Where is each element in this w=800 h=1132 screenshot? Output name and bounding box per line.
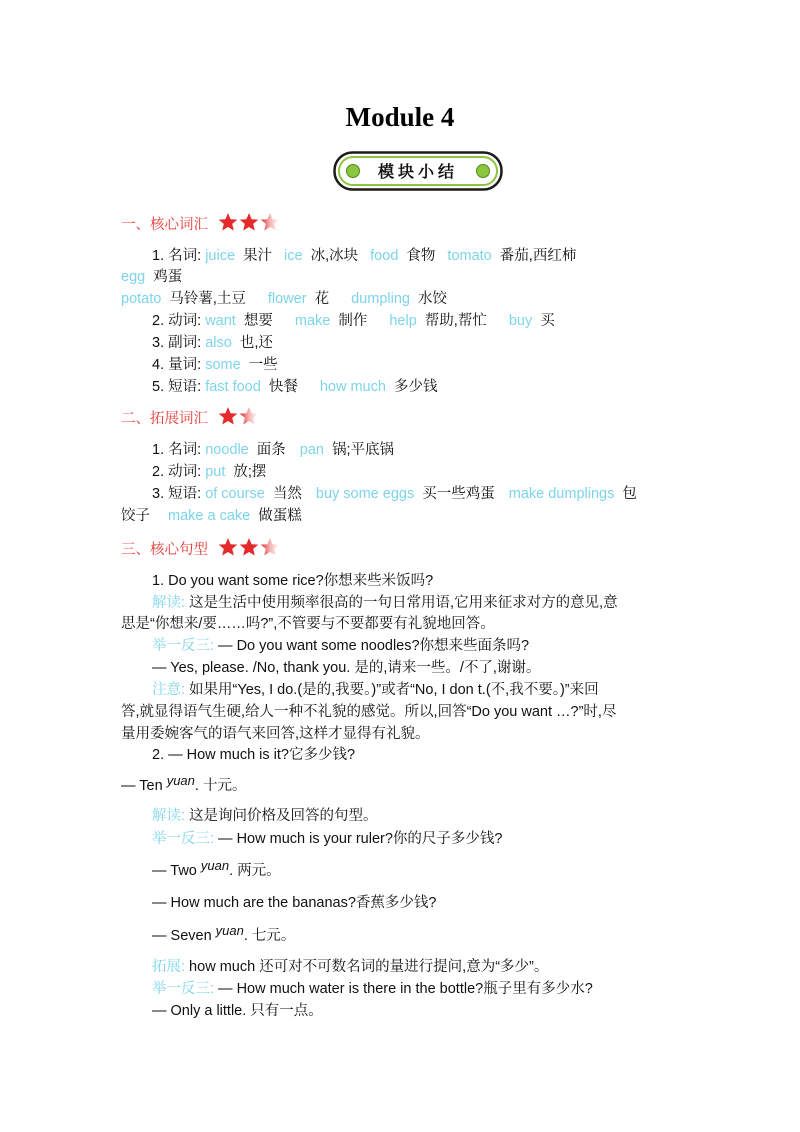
banner-label: 模块小结 — [377, 162, 459, 181]
explanation-1: 解读: 这是生活中使用频率很高的一句日常用语,它用来征求对方的意见,意 — [152, 595, 618, 611]
vocab-word: dumpling — [351, 291, 410, 307]
explanation-1-cont: 思是“你想来/要……吗?”,不管要与不要都要有礼貌地回答。 — [121, 616, 495, 632]
vocab-meaning: 帮助,帮忙 — [420, 313, 487, 329]
vocab-word: also — [205, 335, 232, 351]
vocab-row — [152, 355, 278, 375]
vocab-word: buy some eggs — [315, 486, 415, 502]
half-star-icon — [261, 538, 280, 556]
vocab-word: egg — [121, 269, 146, 285]
rating-stars-icon — [218, 537, 281, 561]
vocab-word: 饺子 — [121, 508, 150, 524]
star-icon — [219, 538, 238, 556]
vocab-meaning: 当然 — [268, 486, 302, 502]
vocab-meaning: 花 — [310, 291, 330, 307]
vocab-word: buy — [508, 313, 533, 329]
example-1-answer: — Yes, please. /No, thank you. 是的,请来一些。/不了,谢谢。 — [152, 660, 541, 676]
example-1: 举一反三: — Do you want some noodles?你想来些面条吗? — [152, 638, 530, 654]
summary-banner — [333, 151, 503, 191]
vocab-row — [152, 311, 555, 331]
vocab-word: some — [205, 357, 241, 373]
vocab-label: 1. 名词: — [152, 248, 206, 264]
vocab-row — [152, 377, 437, 397]
half-star-icon — [261, 213, 280, 231]
example-2-answer: — Two yuan. 两元。 — [152, 858, 281, 879]
vocab-word: make dumplings — [508, 486, 615, 502]
vocab-label: 5. 短语: — [152, 379, 206, 395]
vocab-row — [152, 246, 576, 266]
example-4-answer: — Only a little. 只有一点。 — [152, 1003, 323, 1019]
vocab-meaning: 买一些鸡蛋 — [418, 486, 495, 502]
vocab-label: 4. 量词: — [152, 357, 206, 373]
sentence-2-answer: — Ten yuan. 十元。 — [121, 773, 247, 794]
section-heading-core-vocab: 一、核心词汇 — [121, 212, 281, 236]
vocab-word: put — [205, 464, 226, 480]
sentence-1: 1. Do you want some rice?你想来些米饭吗? — [152, 573, 434, 589]
vocab-word: potato — [121, 291, 162, 307]
vocab-word: of course — [205, 486, 265, 502]
vocab-word: juice — [205, 248, 236, 264]
vocab-word: how much — [319, 379, 386, 395]
vocab-row — [121, 289, 447, 309]
page-title: Module 4 — [345, 102, 455, 132]
half-star-icon — [240, 407, 259, 425]
vocab-label: 3. 副词: — [152, 335, 206, 351]
example-3-question: — How much are the bananas?香蕉多少钱? — [152, 895, 437, 911]
vocab-label: 3. 短语: — [152, 486, 206, 502]
sentence-2: 2. — How much is it?它多少钱? — [152, 747, 356, 763]
vocab-meaning: 鸡蛋 — [149, 269, 183, 285]
note-cont: 量用委婉客气的语气来回答,这样才显得有礼貌。 — [121, 726, 430, 742]
example-4: 举一反三: — How much water is there in the bottle?瓶子里有多少水? — [152, 981, 593, 997]
vocab-meaning: 水饺 — [413, 291, 447, 307]
vocab-row — [121, 267, 182, 287]
vocab-word: make a cake — [168, 508, 251, 524]
vocab-meaning: 冰,冰块 — [306, 248, 359, 264]
note-cont: 答,就显得语气生硬,给人一种不礼貌的感觉。所以,回答“Do you want …?”时,尽 — [121, 704, 617, 720]
example-3-answer: — Seven yuan. 七元。 — [152, 923, 296, 944]
vocab-row — [152, 440, 394, 460]
vocab-word: flower — [267, 291, 307, 307]
vocab-meaning: 食物 — [402, 248, 436, 264]
vocab-word: help — [389, 313, 417, 329]
vocab-meaning: 面条 — [252, 442, 286, 458]
vocab-meaning: 锅;平底锅 — [327, 442, 395, 458]
rating-stars-icon — [218, 406, 260, 430]
vocab-row — [121, 506, 302, 526]
vocab-label: 2. 动词: — [152, 464, 206, 480]
vocab-word: pan — [299, 442, 324, 458]
vocab-meaning: 快餐 — [264, 379, 298, 395]
vocab-row — [152, 333, 273, 353]
star-icon — [219, 407, 238, 425]
star-icon — [219, 213, 238, 231]
vocab-meaning: 也,还 — [235, 335, 273, 351]
vocab-word: make — [294, 313, 331, 329]
extension: 拓展: how much 还可对不可数名词的量进行提问,意为“多少”。 — [152, 959, 549, 975]
example-2: 举一反三: — How much is your ruler?你的尺子多少钱? — [152, 831, 503, 847]
vocab-word: tomato — [447, 248, 492, 264]
vocab-meaning: 做蛋糕 — [254, 508, 302, 524]
vocab-word: food — [370, 248, 399, 264]
vocab-meaning: 买 — [536, 313, 555, 329]
vocab-row — [152, 484, 637, 504]
vocab-meaning: 想要 — [239, 313, 273, 329]
vocab-meaning: 果汁 — [239, 248, 273, 264]
star-icon — [240, 213, 259, 231]
star-icon — [240, 538, 259, 556]
section-heading-core-sentences: 三、核心句型 — [121, 537, 281, 561]
rating-stars-icon — [218, 212, 281, 236]
vocab-word: noodle — [205, 442, 249, 458]
section-heading-extended-vocab: 二、拓展词汇 — [121, 406, 260, 430]
vocab-word: fast food — [205, 379, 261, 395]
vocab-meaning: 马铃薯,土豆 — [165, 291, 246, 307]
vocab-word: want — [205, 313, 236, 329]
vocab-meaning: 一些 — [244, 357, 278, 373]
vocab-meaning: 包 — [618, 486, 637, 502]
vocab-label: 1. 名词: — [152, 442, 206, 458]
vocab-meaning: 制作 — [334, 313, 368, 329]
vocab-label: 2. 动词: — [152, 313, 206, 329]
note: 注意: 如果用“Yes, I do.(是的,我要。)”或者“No, I don t.(不,我不要。)”来回 — [152, 682, 599, 698]
vocab-meaning: 多少钱 — [389, 379, 438, 395]
vocab-row — [152, 462, 266, 482]
vocab-word: ice — [284, 248, 303, 264]
explanation-2: 解读: 这是询问价格及回答的句型。 — [152, 808, 378, 824]
vocab-meaning: 番茄,西红柿 — [495, 248, 577, 264]
vocab-meaning: 放;摆 — [229, 464, 267, 480]
